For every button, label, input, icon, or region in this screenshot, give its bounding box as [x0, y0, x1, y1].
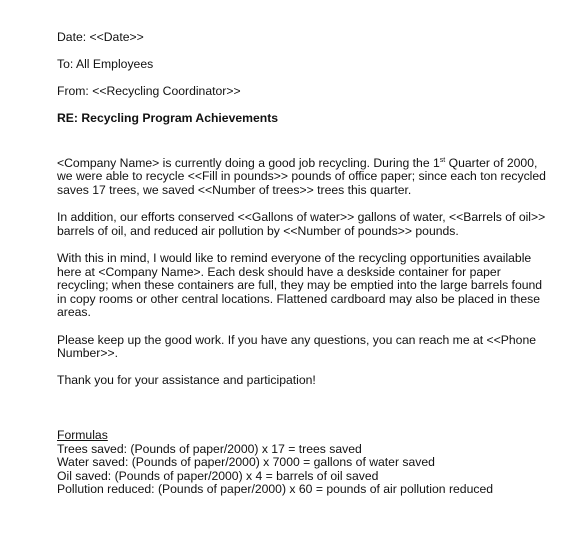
formula-water: Water saved: (Pounds of paper/2000) x 7000 = gallons of water saved [57, 455, 435, 470]
from-line: From: <<Recycling Coordinator>> [57, 84, 241, 99]
paragraph-line: With this in mind, I would like to remind everyone of the recycling opportunities available [57, 251, 532, 266]
formula-pollution: Pollution reduced: (Pounds of paper/2000) x 60 = pounds of air pollution reduced [57, 482, 494, 497]
memo-header [57, 31, 585, 126]
paragraph-line: here at <Company Name>. Each desk should have a deskside container for paper [57, 264, 501, 279]
subject-line: RE: Recycling Program Achievements [57, 111, 279, 126]
paragraph-line: recycling; when these containers are full, they may be emptied into the large barrels found [57, 278, 543, 293]
paragraph-line: in copy rooms or other central locations. Flattened cardboard may also be placed in these [57, 291, 541, 306]
paragraph-line: we were able to recycle <<Fill in pounds>> pounds of office paper; since each ton recycled [57, 169, 546, 184]
paragraph-line [57, 157, 537, 171]
memo-body [57, 155, 546, 388]
paragraph-line: Number>>. [57, 346, 118, 361]
paragraph-line: barrels of oil, and reduced air pollution by <<Number of pounds>> pounds. [57, 223, 459, 238]
paragraph-reminder [57, 251, 543, 320]
paragraph-achievements [57, 155, 546, 198]
text-run: <Company Name> is currently doing a good job recycling. During the 1 [57, 155, 440, 170]
to-line: To: All Employees [57, 57, 154, 72]
paragraph-thanks [57, 374, 537, 388]
date-line: Date: <<Date>> [57, 30, 144, 44]
formula-oil: Oil saved: (Pounds of paper/2000) x 4 = barrels of oil saved [57, 468, 379, 483]
formula-trees: Trees saved: (Pounds of paper/2000) x 17 = trees saved [57, 441, 362, 456]
paragraph-line: Thank you for your assistance and participation! [57, 373, 316, 388]
paragraph-conservation [57, 210, 546, 238]
paragraph-line: Please keep up the good work. If you have any questions, you can reach me at <<Phone [57, 332, 537, 347]
text-run: Quarter of 2000, [445, 155, 538, 170]
formulas-section [57, 429, 585, 497]
paragraph-line: areas. [57, 305, 91, 320]
paragraph-line: In addition, our efforts conserved <<Gallons of water>> gallons of water, <<Barrels of oil>> [57, 210, 546, 225]
ordinal-superscript: st [439, 156, 446, 164]
paragraph-line: saves 17 trees, we saved <<Number of trees>> trees this quarter. [57, 183, 412, 198]
paragraph-contact [57, 334, 537, 361]
formulas-title: Formulas [57, 427, 108, 442]
